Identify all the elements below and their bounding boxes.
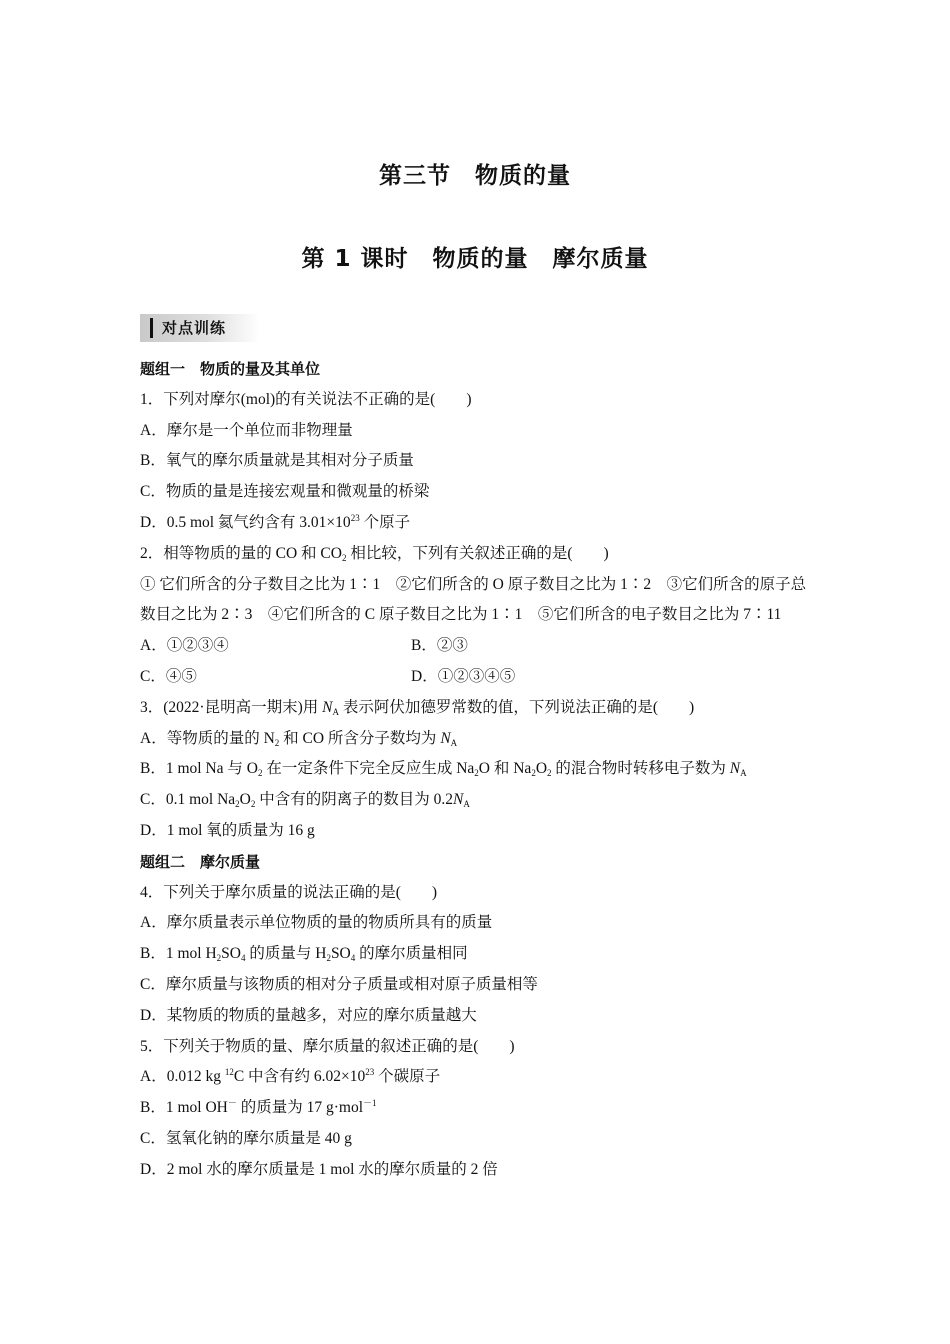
badge-label: 对点训练	[162, 319, 227, 337]
lesson-title: 第 1 课时 物质的量 摩尔质量	[301, 246, 649, 272]
question-1-option-d: D．0.5 mol 氦气约含有 $3.01\times 10^{23}$ 个原子	[140, 512, 411, 531]
question-2-stem: 2．相等物质的量的 CO 和 $CO_2$ 相比较，下列有关叙述正确的是( )	[140, 544, 609, 563]
practice-badge	[140, 314, 260, 342]
question-5-option-d: D．2 mol 水的摩尔质量是 1 mol 水的摩尔质量的 2 倍	[140, 1160, 498, 1178]
question-3-option-c: C．0.1 mol $Na_2O_2$ 中含有的阴离子的数目为 $0.2N_A$	[140, 791, 470, 810]
question-1-option-b: B．氧气的摩尔质量就是其相对分子质量	[140, 452, 414, 470]
question-2-option-b: B．②③	[411, 637, 468, 655]
badge-bar	[150, 318, 153, 338]
question-1-option-a: A．摩尔是一个单位而非物理量	[140, 421, 353, 439]
question-2-option-a: A．①②③④	[140, 637, 229, 655]
question-3-option-b: B．1 mol Na 与 $O_2$ 在一定条件下完全反应生成 $Na_2O$ 和 $Na_2O_2$ 的混合物时转移电子数为 $N_A$	[140, 760, 747, 779]
question-4-option-d: D．某物质的物质的量越多，对应的摩尔质量越大	[140, 1006, 477, 1024]
question-3-option-a: A．等物质的量的 $N_2$ 和 CO 所含分子数均为 $N_A$	[140, 729, 458, 748]
group-heading-2: 题组二 摩尔质量	[140, 852, 261, 871]
question-1-option-c: C．物质的量是连接宏观量和微观量的桥梁	[140, 483, 430, 501]
question-3-stem: 3．(2022·昆明高一期末)用 $N_A$ 表示阿伏加德罗常数的值，下列说法正确的是( )	[140, 698, 695, 717]
question-5-option-c: C．氢氧化钠的摩尔质量是 40 g	[140, 1129, 352, 1147]
section-title: 第三节 物质的量	[379, 163, 571, 189]
question-5-stem: 5．下列关于物质的量、摩尔质量的叙述正确的是( )	[140, 1037, 515, 1055]
question-5-option-b: B．1 mol OH－ 的质量为 17 g·mol$^{-1}$	[140, 1098, 377, 1117]
question-1-stem: 1．下列对摩尔(mol)的有关说法不正确的是( )	[140, 390, 472, 408]
question-4-option-b: B．1 mol $H_2SO_4$ 的质量与 $H_2SO_4$ 的摩尔质量相同	[140, 945, 468, 964]
question-5-option-a: A．0.012 kg $^{12}$C 中含有约 $6.02\times 10^{23}$ 个碳原子	[140, 1067, 441, 1086]
question-4-option-c: C．摩尔质量与该物质的相对分子质量或相对原子质量相等	[140, 975, 538, 993]
question-list	[140, 354, 820, 1186]
question-4-stem: 4．下列关于摩尔质量的说法正确的是( )	[140, 883, 438, 901]
question-3-option-d: D．1 mol 氧的质量为 16 g	[140, 821, 315, 839]
question-2-body: ① 它们所含的分子数目之比为 1∶1 ②它们所含的 O 原子数目之比为 1∶2 ③它们所含的原子总数目之比为 2∶3 ④它们所含的 C 原子数目之比为 1∶1 ⑤它们所含的电子数目之比为 7∶11	[140, 575, 807, 624]
question-2-options-ab	[140, 631, 820, 662]
question-2-option-d: D．①②③④⑤	[411, 667, 516, 685]
question-4-option-a: A．摩尔质量表示单位物质的量的物质所具有的质量	[140, 914, 493, 932]
question-2-option-c: C．④⑤	[140, 667, 197, 685]
question-2-options-cd	[140, 662, 820, 693]
group-heading-1: 题组一 物质的量及其单位	[140, 360, 321, 378]
